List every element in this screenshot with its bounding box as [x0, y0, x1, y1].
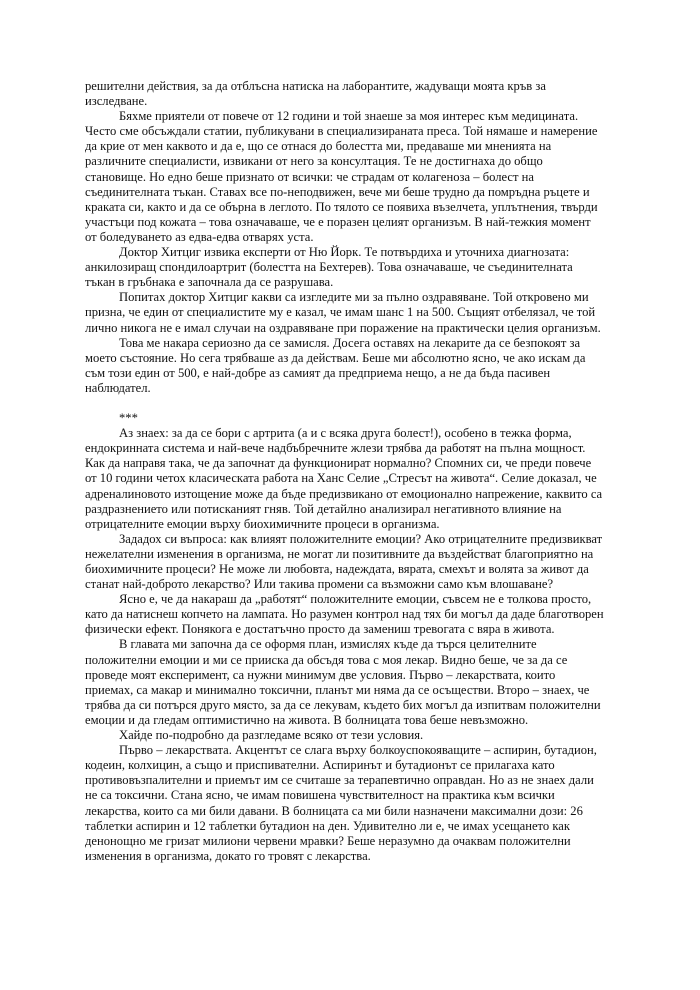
- section-separator: ***: [119, 411, 138, 426]
- paragraph-prognosis: Попитах доктор Хитциг какви са изгледите ми за пълно оздравяване. Той откровено ми призна, че един от специалистите му е казал, че имам шанс 1 на 500. Същият отбелязал, че той лично никога не е имал случаи на оздравяване при поражение на практически целия организъм.: [85, 290, 601, 335]
- paragraph-conditions-intro: Хайде по-подробно да разгледаме всяко от тези условия.: [119, 728, 424, 743]
- paragraph-decision: Това ме накара сериозно да се замисля. Досега оставях на лекарите да се безпокоят за моето състояние. Но сега трябваше аз да действам. Беше ми абсолютно ясно, че ако искам да съм този един от 500, е най-добре аз самият да предприема нещо, а не да бъда пасивен наблюдател.: [85, 335, 586, 395]
- paragraph-continuation: решителни действия, за да отблъсна натиска на лаборантите, жадуващи моята кръв за изследване.: [85, 79, 546, 109]
- paragraph-diagnosis: Доктор Хитциг извика експерти от Ню Йорк. Те потвърдиха и уточниха диагнозата: анкилозиращ спондилоартрит (болестта на Бехтерев). Това означаваше, че съединителната тъкан в гръбнака е започнала да се разрушава.: [85, 245, 573, 290]
- paragraph-medications: Първо – лекарствата. Акцентът се слага върху болкоуспокояващите – аспирин, бутадион, кодеин, колхицин, а също и приспивателни. Аспиринът и бутадионът се прилагаха като противовъзпалителни и приемът им се считаше за терапевтично оправдан. Но аз не знаех дали не са токсични. Стана ясно, че имам повишена чувствителност на практика към всички лекарства, които са ми били давани. В болницата са ми били назначени максимални дози: 26 таблетки аспирин и 12 таблетки бутадион на ден. Удивително ли е, че имах усещането как денонощно ме гризат милиони червени мравки? Беше неразумно да очаквам положителни изменения в организма, докато го тровят с лекарства.: [85, 743, 597, 863]
- blank-line: [85, 396, 604, 411]
- paragraph-control: Ясно е, че да накараш да „работят“ положителните емоции, съвсем не е толкова просто, като да натиснеш копчето на лампата. Но разумен контрол над тях би могъл да даде благотворен физически ефект. Понякога е достатъчно просто да замениш тревогата с вяра в живота.: [85, 592, 604, 637]
- paragraph-endocrine: Аз знаех: за да се бори с артрита (а и с всяка друга болест!), особено в тежка форма, ендокринната система и най-вече надбъбречните жлези трябва да работят на пълна мощност. Как да направя така, че да започнат да функционират нормално? Спомних си, че преди повече от 10 години четох класическата работа на Ханс Селие „Стресът на живота“. Селие доказал, че адреналиновото изтощение може да бъде предизвикано от емоционално напрежение, каквито са раздразнението или потисканият гняв. Той детайлно анализирал негативното влияние на отрицателните емоции върху биохимичните процеси в организма.: [85, 426, 603, 531]
- paragraph-plan: В главата ми започна да се оформя план, измислях къде да търся целителните положителни емоции и ми се прииска да обсъдя това с моя лекар. Видно беше, че за да се проведе моят експеримент, са нужни минимум две условия. Първо – лекарствата, които приемах, са макар и минимално токсични, планът ми няма да се осъществи. Второ – знаех, че трябва да си потърся друго място, за да се лекувам, където бих могъл да изпитвам положителни емоции и да гледам оптимистично на живота. В болницата това беше невъзможно.: [85, 637, 601, 727]
- paragraph-friendship: Бяхме приятели от повече от 12 години и той знаеше за моя интерес към медицината. Често сме обсъждали статии, публикувани в специализираната преса. Той нямаше и намерение да крие от мен каквото и да е, що се отнася до болестта ми, предаваше ми мненията на различните специалисти, извикани от него за консултация. Те не достигнаха до общо становище. Но едно беше признато от всички: че страдам от колагеноза – болест на съединителната тъкан. Ставах все по-неподвижен, вече ми беше трудно да помръдна ръцете и краката си, както и да се обърна в леглото. По тялото се появиха възелчета, уплътнения, твърди участъци под кожата – това означаваше, че е поразен целият организъм. В най-тежкия момент от боледуването аз едва-едва отварях уста.: [85, 109, 598, 244]
- paragraph-positive-emotions: Зададох си въпроса: как влияят положителните емоции? Ако отрицателните предизвикват нежелателни изменения в организма, не могат ли позитивните да въздействат благоприятно на биохимичните процеси? Не може ли любовта, надеждата, вярата, смехът и волята за живот да станат най-доброто лекарство? Или такива промени са възможни само към влошаване?: [85, 531, 603, 592]
